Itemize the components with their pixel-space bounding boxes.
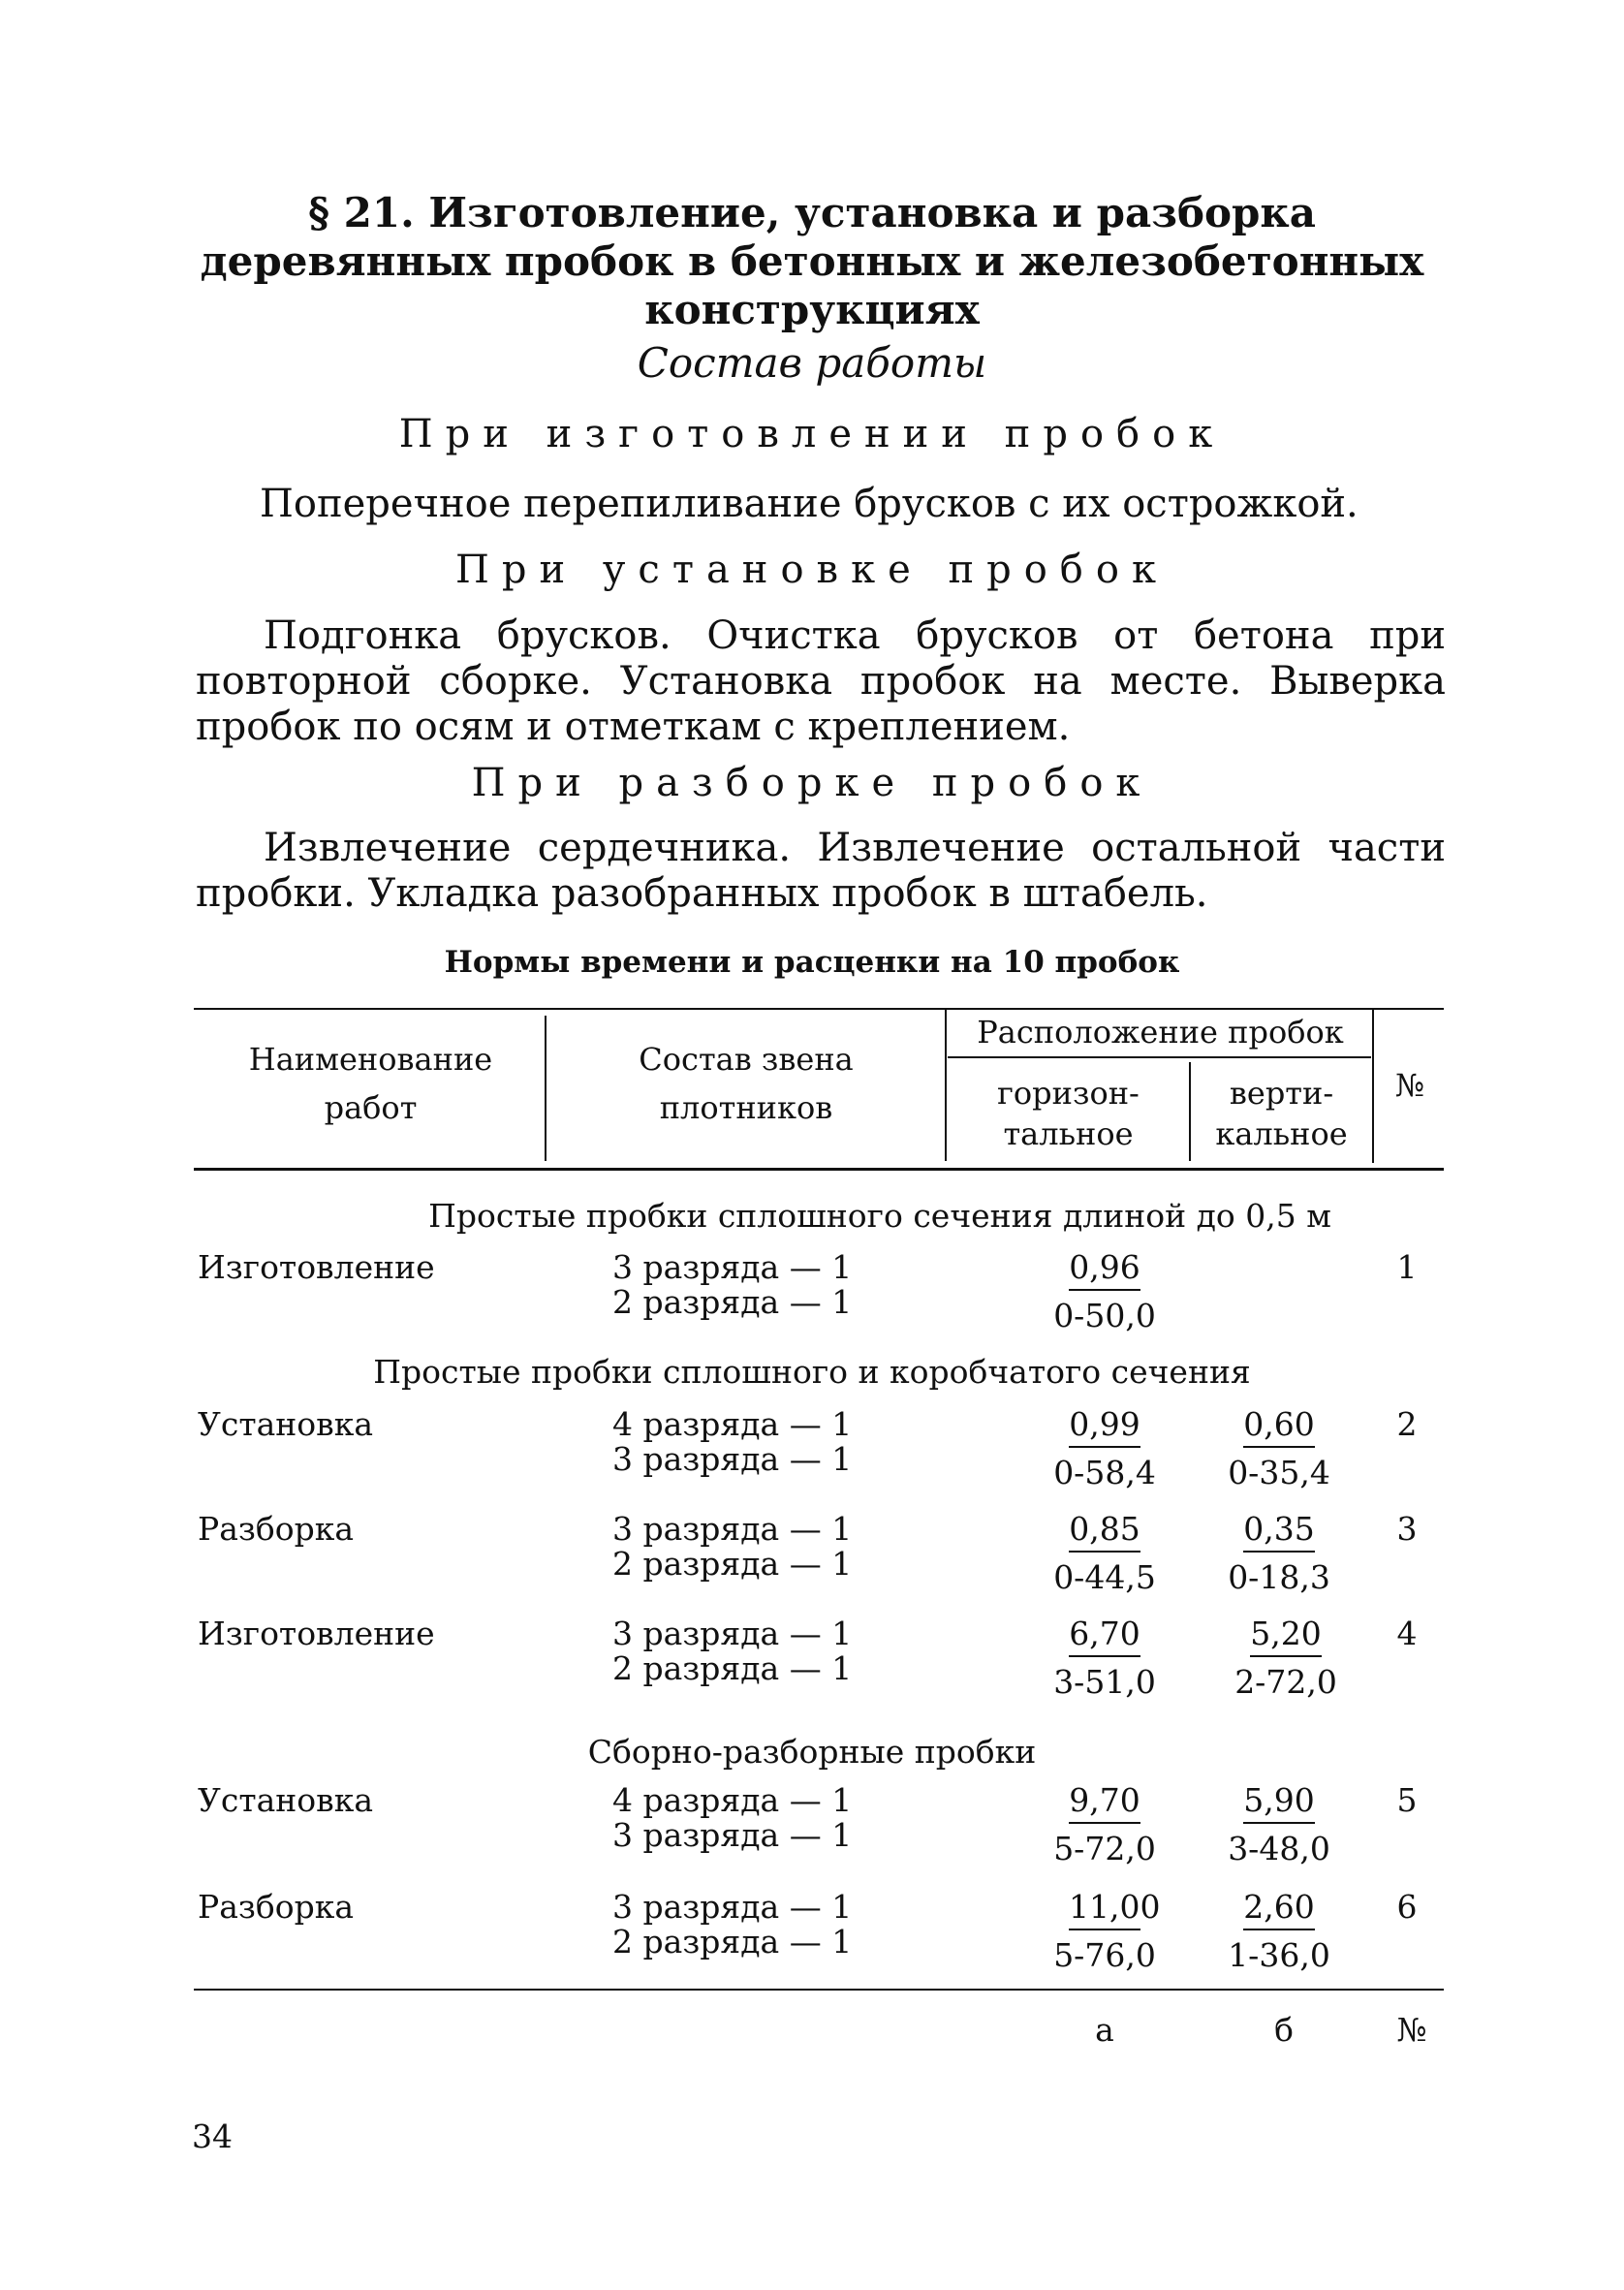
row4-vertical	[1223, 1615, 1349, 1701]
work-composition-title: Состав работы	[637, 339, 987, 387]
header-crew-l1: Состав звена	[639, 1041, 854, 1078]
subsection-text-install	[196, 613, 1446, 750]
header-work-name	[203, 1035, 538, 1132]
row6-v-norm: 2,60	[1243, 1888, 1315, 1930]
header-horizontal-l2: тальное	[1003, 1115, 1134, 1152]
row4-crew1: 3 разряда — 1	[612, 1615, 853, 1652]
row1-number: 1	[1396, 1248, 1418, 1286]
row5-v-rate: 3-48,0	[1228, 1830, 1330, 1867]
row6-h-rate: 5-76,0	[1053, 1936, 1156, 1974]
header-work-name-l1: Наименование	[248, 1041, 493, 1078]
dismantle-text: Извлечение сердечника. Извлечение остальной части пробки. Укладка разобранных пробок в штабель.	[196, 826, 1446, 916]
row5-crew1: 4 разряда — 1	[612, 1781, 853, 1819]
col-divider-2	[945, 1008, 947, 1161]
row5-work: Установка	[198, 1781, 374, 1819]
row5-horizontal	[1042, 1781, 1168, 1867]
row3-v-norm: 0,35	[1243, 1510, 1315, 1553]
row6-crew1: 3 разряда — 1	[612, 1888, 853, 1926]
row3-number: 3	[1396, 1510, 1418, 1548]
footer-col-b: б	[1274, 2011, 1294, 2049]
row2-horizontal	[1042, 1405, 1168, 1491]
row3-horizontal	[1042, 1510, 1168, 1596]
table-bottom-rule	[194, 1989, 1444, 1991]
subsection-title-dismantle: При разборке пробок	[471, 761, 1153, 805]
row2-crew2: 3 разряда — 1	[612, 1440, 853, 1478]
row4-work: Изготовление	[198, 1615, 435, 1652]
col-divider-1	[545, 1016, 547, 1161]
page-number: 34	[192, 2117, 233, 2155]
header-number: №	[1394, 1067, 1425, 1104]
row3-h-norm: 0,85	[1069, 1510, 1140, 1553]
header-vertical	[1192, 1073, 1371, 1154]
row6-vertical	[1216, 1888, 1342, 1974]
group-title-1: Простые пробки сплошного сечения длиной до 0,5 м	[428, 1197, 1331, 1235]
row6-v-rate: 1-36,0	[1228, 1936, 1330, 1974]
row5-vertical	[1216, 1781, 1342, 1867]
row4-number: 4	[1396, 1615, 1418, 1652]
row6-h-norm: 11,00	[1069, 1888, 1140, 1930]
header-position: Расположение пробок	[977, 1014, 1344, 1051]
group-title-3: Сборно-разборные пробки	[587, 1733, 1037, 1771]
heading-line-3: конструкциях	[644, 286, 980, 333]
table-header-rule	[194, 1168, 1444, 1171]
row2-work: Установка	[198, 1405, 374, 1443]
row6-horizontal	[1042, 1888, 1168, 1974]
row5-h-norm: 9,70	[1069, 1781, 1140, 1824]
row6-crew2: 2 разряда — 1	[612, 1923, 853, 1961]
row5-number: 5	[1396, 1781, 1418, 1819]
footer-col-a: а	[1095, 2011, 1114, 2049]
header-horizontal	[950, 1073, 1187, 1154]
row4-h-rate: 3-51,0	[1053, 1663, 1156, 1701]
row2-number: 2	[1396, 1405, 1418, 1443]
row1-crew1: 3 разряда — 1	[612, 1248, 853, 1286]
row5-crew2: 3 разряда — 1	[612, 1816, 853, 1854]
row4-h-norm: 6,70	[1069, 1615, 1140, 1657]
row2-h-rate: 0-58,4	[1053, 1454, 1156, 1491]
row6-work: Разборка	[198, 1888, 355, 1926]
header-work-name-l2: работ	[324, 1089, 418, 1126]
subsection-title-manufacture: При изготовлении пробок	[398, 412, 1226, 456]
row4-horizontal	[1042, 1615, 1168, 1701]
heading-line-2: деревянных пробок в бетонных и железобетонных	[200, 237, 1424, 285]
header-vertical-l1: верти-	[1229, 1075, 1334, 1112]
row5-h-rate: 5-72,0	[1053, 1830, 1156, 1867]
heading-line-1: § 21. Изготовление, установка и разборка	[308, 189, 1316, 236]
header-crew-l2: плотников	[659, 1089, 833, 1126]
position-sub-rule	[948, 1056, 1371, 1058]
row3-crew2: 2 разряда — 1	[612, 1545, 853, 1583]
row2-h-norm: 0,99	[1069, 1405, 1140, 1448]
row3-v-rate: 0-18,3	[1228, 1558, 1330, 1596]
subsection-title-install: При установке пробок	[455, 548, 1169, 592]
row4-v-rate: 2-72,0	[1234, 1663, 1337, 1701]
row1-horizontal	[1042, 1248, 1168, 1334]
install-text: Подгонка брусков. Очистка брусков от бетона при повторной сборке. Установка пробок на месте. Выверка пробок по осям и отметкам с креплением.	[196, 613, 1446, 749]
header-horizontal-l1: горизон-	[997, 1075, 1140, 1112]
footer-col-num: №	[1396, 2011, 1427, 2049]
col-divider-4	[1372, 1008, 1374, 1163]
row4-v-norm: 5,20	[1250, 1615, 1322, 1657]
col-divider-3	[1189, 1062, 1191, 1161]
table-caption: Нормы времени и расценки на 10 пробок	[444, 945, 1180, 980]
row2-vertical	[1216, 1405, 1342, 1491]
header-crew	[552, 1035, 940, 1132]
row1-work: Изготовление	[198, 1248, 435, 1286]
row2-v-norm: 0,60	[1243, 1405, 1315, 1448]
row1-h-norm: 0,96	[1069, 1248, 1140, 1291]
row4-crew2: 2 разряда — 1	[612, 1649, 853, 1687]
row1-h-rate: 0-50,0	[1053, 1297, 1156, 1334]
row2-v-rate: 0-35,4	[1228, 1454, 1330, 1491]
row3-crew1: 3 разряда — 1	[612, 1510, 853, 1548]
row3-vertical	[1216, 1510, 1342, 1596]
row2-crew1: 4 разряда — 1	[612, 1405, 853, 1443]
subsection-text-dismantle	[196, 826, 1446, 917]
header-vertical-l2: кальное	[1215, 1115, 1348, 1152]
row6-number: 6	[1396, 1888, 1418, 1926]
row3-h-rate: 0-44,5	[1053, 1558, 1156, 1596]
group-title-2: Простые пробки сплошного и коробчатого сечения	[373, 1353, 1251, 1391]
subsection-text-manufacture: Поперечное перепиливание брусков с их острожкой.	[260, 482, 1359, 526]
row3-work: Разборка	[198, 1510, 355, 1548]
section-heading	[0, 189, 1624, 334]
row5-v-norm: 5,90	[1243, 1781, 1315, 1824]
row1-crew2: 2 разряда — 1	[612, 1283, 853, 1321]
